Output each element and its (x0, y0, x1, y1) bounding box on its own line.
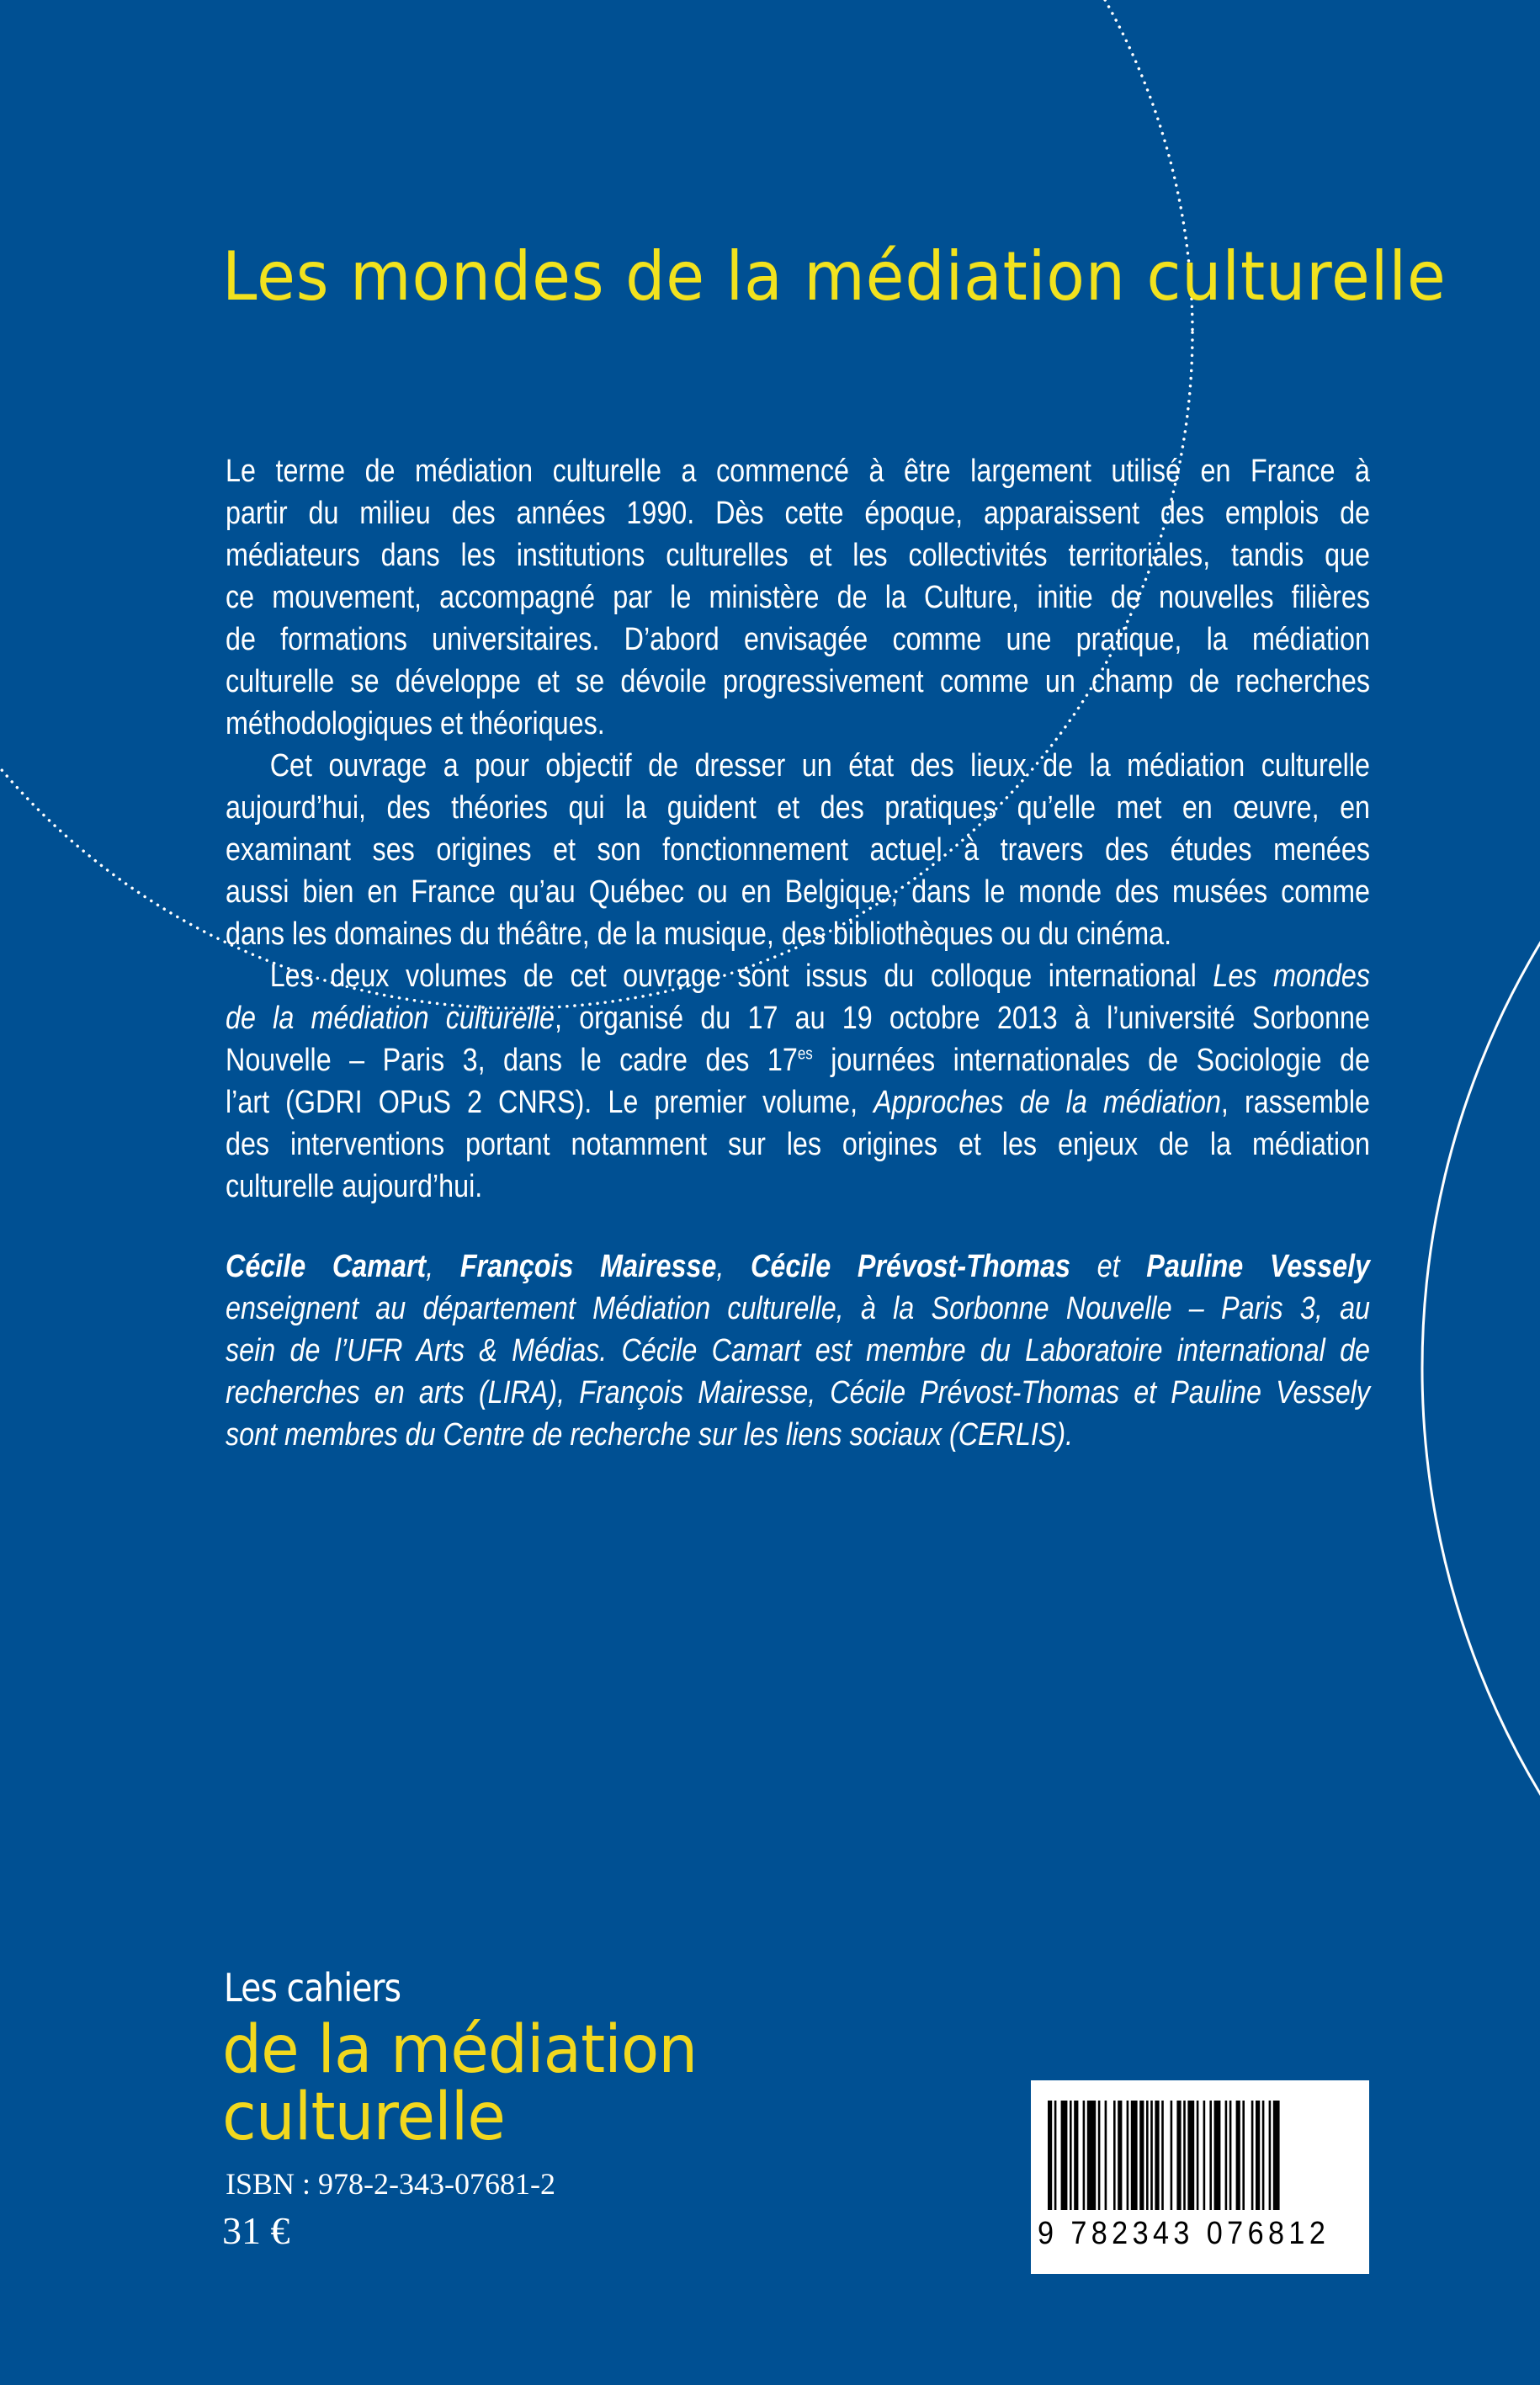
barcode-bar (1131, 2101, 1138, 2210)
text-line (226, 997, 1370, 1039)
text-line-content (226, 997, 1370, 1039)
barcode-bar (1161, 2101, 1164, 2210)
text-line-content (226, 787, 1370, 829)
text-segment: Les deux volumes de cet ouvrage sont issus du colloque international (269, 959, 1213, 994)
text-segment: es (797, 1044, 813, 1064)
text-line-content (226, 492, 1370, 534)
series-label-line2: de la médiation (222, 2012, 698, 2088)
text-line (226, 1166, 1370, 1208)
barcode-bar (1183, 2101, 1186, 2210)
isbn: ISBN : 978-2-343-07681-2 (226, 2167, 555, 2201)
text-segment: sont membres du Centre de recherche sur les liens sociaux (CERLIS). (226, 1417, 1074, 1453)
text-line (226, 492, 1370, 534)
text-segment: l’art (GDRI OPuS 2 CNRS). Le premier volume, (226, 1085, 874, 1120)
text-line (226, 534, 1370, 576)
text-segment: des interventions portant notamment sur les origines et les enjeux de la médiation (226, 1127, 1370, 1162)
text-line-content (226, 619, 1370, 661)
text-segment: de la médiation culturelle (226, 1001, 555, 1036)
barcode-bar (1225, 2101, 1228, 2210)
barcode-bar (1087, 2101, 1096, 2210)
text-segment: et (1070, 1249, 1147, 1284)
text-segment: Approches de la médiation (874, 1085, 1221, 1120)
text-segment: de formations universitaires. D’abord envisagée comme une pratique, la médiation (226, 622, 1370, 657)
barcode-bar (1256, 2101, 1260, 2210)
barcode-digits: 9 782343 076812 (1038, 2216, 1330, 2251)
barcode-bars (1048, 2101, 1352, 2210)
text-line (226, 1039, 1370, 1081)
text-segment: dans les domaines du théâtre, de la musique, des bibliothèques ou du cinéma. (226, 916, 1172, 952)
paragraph-1 (226, 450, 1370, 745)
text-line-content (226, 1414, 1370, 1456)
text-segment: médiateurs dans les institutions culturelles et les collectivités territoriales, tandis que (226, 538, 1370, 573)
text-line (226, 1372, 1370, 1414)
barcode-bar (1269, 2101, 1272, 2210)
text-line (226, 913, 1370, 955)
text-line-content (226, 703, 1370, 745)
barcode-bar (1251, 2101, 1254, 2210)
text-segment: Cet ouvrage a pour objectif de dresser un état des lieux de la médiation culturelle (269, 748, 1371, 783)
paragraph-2 (226, 745, 1370, 955)
text-segment: Nouvelle – Paris 3, dans le cadre des 17 (226, 1043, 798, 1078)
text-segment: aujourd’hui, des théories qui la guident et des pratiques qu’elle met en œuvre, en (226, 790, 1370, 826)
text-line-content (226, 1372, 1370, 1414)
series-label-line3: culturelle (222, 2080, 506, 2155)
barcode-bar (1155, 2101, 1159, 2210)
text-line (226, 576, 1370, 619)
barcode-bar (1187, 2101, 1194, 2210)
barcode-bar (1262, 2101, 1265, 2210)
author-name: Cécile Camart (226, 1249, 427, 1284)
text-segment: sein de l’UFR Arts & Médias. Cécile Camart est membre du Laboratoire international de (226, 1333, 1370, 1368)
solid-circle (1422, 543, 1540, 2194)
text-segment: ce mouvement, accompagné par le ministère de la Culture, initie de nouvelles filières (226, 580, 1370, 615)
text-line (226, 955, 1370, 997)
text-line (226, 1123, 1370, 1166)
text-line-content (226, 1166, 1370, 1208)
barcode-bar (1070, 2101, 1072, 2210)
series-logo (222, 2012, 698, 2155)
barcode-bar (1139, 2101, 1144, 2210)
text-line-content (226, 534, 1370, 576)
text-line-content (226, 1288, 1370, 1330)
text-segment: Le terme de médiation culturelle a commencé à être largement utilisé en France à (226, 454, 1370, 489)
text-segment: culturelle aujourd’hui. (226, 1169, 483, 1204)
barcode-bar (1242, 2101, 1245, 2210)
price: 31 € (222, 2209, 290, 2252)
barcode (1031, 2080, 1369, 2274)
text-line (226, 1414, 1370, 1456)
text-line (226, 1288, 1370, 1330)
authors-paragraph (226, 1246, 1370, 1456)
barcode-bar (1214, 2101, 1221, 2210)
text-segment: journées internationales de Sociologie de (812, 1043, 1370, 1078)
text-line-content (226, 1039, 1370, 1081)
text-line (226, 1081, 1370, 1123)
author-name: François Mairesse (459, 1249, 717, 1284)
barcode-bar (1209, 2101, 1212, 2210)
text-line-content (226, 1330, 1370, 1372)
text-line-content (226, 450, 1370, 492)
barcode-bar (1048, 2101, 1052, 2210)
barcode-bar (1074, 2101, 1078, 2210)
barcode-bar (1203, 2101, 1206, 2210)
book-title: Les mondes de la médiation culturelle (222, 237, 1447, 316)
text-line (226, 661, 1370, 703)
text-line (226, 1330, 1370, 1372)
author-name: Pauline Vessely (1146, 1249, 1371, 1284)
series-label-top: Les cahiers (224, 1965, 401, 2011)
text-line-content (226, 576, 1370, 619)
text-line (226, 829, 1370, 871)
barcode-bar (1229, 2101, 1232, 2210)
text-line-content (226, 871, 1370, 913)
text-line-content (226, 913, 1370, 955)
text-segment: , organisé du 17 au 19 octobre 2013 à l’université Sorbonne (555, 1001, 1370, 1036)
text-segment: partir du milieu des années 1990. Dès cette époque, apparaissent des emplois de (226, 496, 1370, 531)
barcode-bar (1113, 2101, 1116, 2210)
barcode-bar (1197, 2101, 1199, 2210)
barcode-bar (1176, 2101, 1181, 2210)
barcode-bar (1273, 2101, 1280, 2210)
barcode-bar (1083, 2101, 1086, 2210)
text-line (226, 1246, 1370, 1288)
text-segment: Les mondes (1213, 959, 1370, 994)
barcode-bar (1150, 2101, 1153, 2210)
text-segment: , rassemble (1220, 1085, 1370, 1120)
barcode-bar (1118, 2101, 1122, 2210)
text-line-content (226, 745, 1370, 787)
barcode-bar (1127, 2101, 1129, 2210)
text-line-content (226, 1123, 1370, 1166)
text-line-content (226, 955, 1370, 997)
text-segment: culturelle se développe et se dévoile progressivement comme un champ de recherches (226, 664, 1370, 699)
author-name: Cécile Prévost-Thomas (751, 1249, 1070, 1284)
text-segment: , (426, 1249, 460, 1284)
text-segment: , (716, 1249, 751, 1284)
text-line (226, 619, 1370, 661)
text-line (226, 450, 1370, 492)
text-line-content (226, 1246, 1370, 1288)
barcode-bar (1098, 2101, 1101, 2210)
barcode-bar (1146, 2101, 1149, 2210)
barcode-bar (1061, 2101, 1068, 2210)
text-line-content (226, 661, 1370, 703)
barcode-bar (1171, 2101, 1173, 2210)
text-line (226, 787, 1370, 829)
text-line (226, 871, 1370, 913)
text-line-content (226, 829, 1370, 871)
text-segment: enseignent au département Médiation culturelle, à la Sorbonne Nouvelle – Paris 3, au (226, 1291, 1370, 1326)
text-segment: méthodologiques et théoriques. (226, 706, 605, 741)
text-line (226, 703, 1370, 745)
text-line-content (226, 1081, 1370, 1123)
barcode-bar (1054, 2101, 1057, 2210)
text-segment: aussi bien en France qu’au Québec ou en Belgique, dans le monde des musées comme (226, 874, 1370, 910)
paragraph-3 (226, 955, 1370, 1208)
text-segment: examinant ses origines et son fonctionnement actuel à travers des études menées (226, 832, 1370, 868)
barcode-bar (1105, 2101, 1107, 2210)
text-segment: recherches en arts (LIRA), François Mairesse, Cécile Prévost-Thomas et Pauline Vessely (226, 1375, 1370, 1410)
text-line (226, 745, 1370, 787)
barcode-bar (1236, 2101, 1240, 2210)
